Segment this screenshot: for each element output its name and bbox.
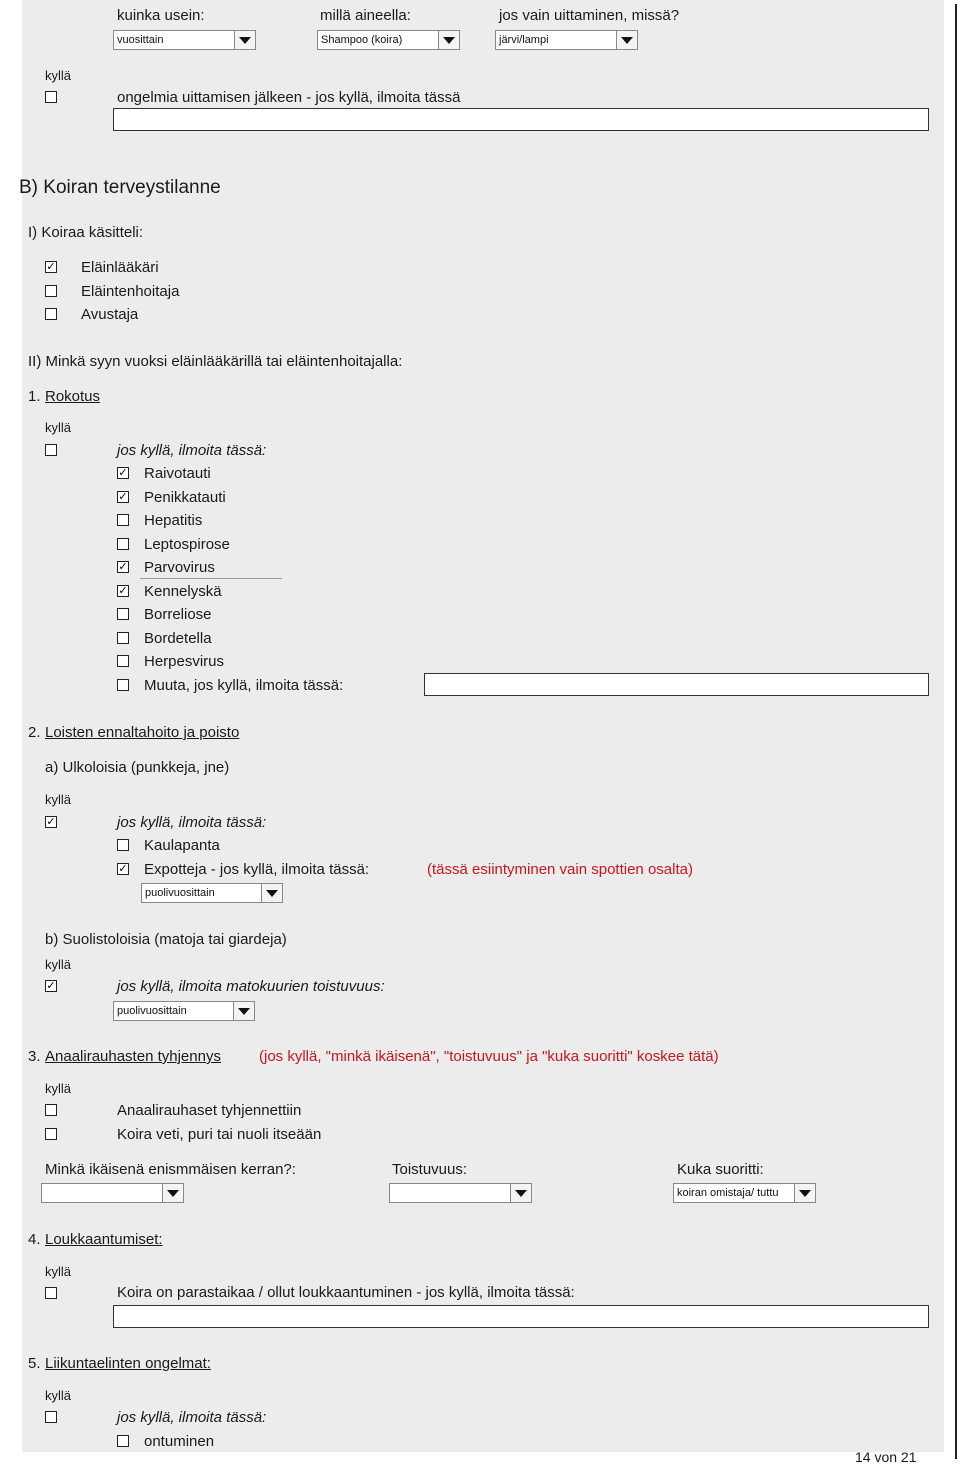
label-which-product: millä aineella: bbox=[320, 7, 411, 24]
label-leptospirose: Leptospirose bbox=[144, 536, 230, 553]
anaali-num: 3. bbox=[28, 1048, 41, 1065]
label-anaali-tyhjennettiin: Anaalirauhaset tyhjennettiin bbox=[117, 1102, 302, 1119]
expotteja-note: (tässä esiintyminen vain spottien osalta) bbox=[427, 861, 693, 878]
label-parvovirus: Parvovirus bbox=[144, 559, 215, 576]
loukkaantumiset-num: 4. bbox=[28, 1231, 41, 1248]
label-bordetella: Bordetella bbox=[144, 630, 212, 647]
liikunta-checkbox[interactable] bbox=[45, 1411, 57, 1423]
chevron-down-icon[interactable] bbox=[794, 1184, 815, 1202]
label-elainlaakari: Eläinlääkäri bbox=[81, 259, 159, 276]
chevron-down-icon[interactable] bbox=[234, 31, 255, 49]
checkbox-leptospirose[interactable] bbox=[117, 538, 129, 550]
checkbox-borreliose[interactable] bbox=[117, 608, 129, 620]
loiset-num: 2. bbox=[28, 724, 41, 741]
label-how-often: kuinka usein: bbox=[117, 7, 205, 24]
checkbox-kennelyska[interactable]: ✓ bbox=[118, 585, 128, 597]
checkbox-kaulapanta[interactable] bbox=[117, 839, 129, 851]
checkbox-avustaja[interactable] bbox=[45, 308, 57, 320]
rokotus-title: Rokotus bbox=[45, 388, 101, 405]
ulkoloisia-ifyes: jos kyllä, ilmoita tässä: bbox=[117, 814, 267, 831]
select-matokuuri-frequency[interactable] bbox=[113, 1001, 255, 1021]
checkbox-elainlaakari[interactable]: ✓ bbox=[46, 261, 56, 273]
anaali-title: Anaalirauhasten tyhjennys bbox=[45, 1048, 221, 1065]
frequency-label: Toistuvuus: bbox=[392, 1161, 468, 1178]
checkbox-penikkatauti[interactable]: ✓ bbox=[118, 491, 128, 503]
chevron-down-icon[interactable] bbox=[616, 31, 637, 49]
checkbox-parvovirus[interactable]: ✓ bbox=[118, 561, 128, 573]
label-borreliose: Borreliose bbox=[144, 606, 212, 623]
select-product[interactable] bbox=[317, 30, 460, 50]
problems-label: ongelmia uittamisen jälkeen - jos kyllä, ilmoita tässä bbox=[117, 89, 461, 106]
checkbox-anaali-tyhjennettiin[interactable] bbox=[45, 1104, 57, 1116]
suolistoloisia-ifyes: jos kyllä, ilmoita matokuurien toistuvuus: bbox=[117, 978, 385, 995]
problems-input[interactable] bbox=[113, 108, 929, 131]
select-frequency[interactable] bbox=[389, 1183, 532, 1203]
checkbox-raivotauti[interactable]: ✓ bbox=[118, 467, 128, 479]
checkbox-hepatitis[interactable] bbox=[117, 514, 129, 526]
label-expotteja: Expotteja - jos kyllä, ilmoita tässä: bbox=[144, 861, 370, 878]
chevron-down-icon[interactable] bbox=[438, 31, 459, 49]
reason-question: II) Minkä syyn vuoksi eläinlääkärillä tai eläintenhoitajalla: bbox=[28, 353, 403, 370]
kylla-label: kyllä bbox=[45, 957, 72, 972]
page-edge-line bbox=[955, 4, 957, 1459]
loukkaantumiset-label: Koira on parastaikaa / ollut loukkaantuminen - jos kyllä, ilmoita tässä: bbox=[117, 1284, 575, 1301]
kylla-label: kyllä bbox=[45, 420, 72, 435]
select-product-value: Shampoo (koira) bbox=[321, 34, 403, 46]
label-kaulapanta: Kaulapanta bbox=[144, 837, 220, 854]
select-where[interactable] bbox=[495, 30, 638, 50]
label-where: jos vain uittaminen, missä? bbox=[499, 7, 680, 24]
label-kennelyska: Kennelyskä bbox=[144, 583, 222, 600]
chevron-down-icon[interactable] bbox=[233, 1002, 254, 1020]
muuta-input[interactable] bbox=[424, 673, 929, 696]
kylla-label: kyllä bbox=[45, 68, 72, 83]
kylla-label: kyllä bbox=[45, 792, 72, 807]
rokotus-checkbox[interactable] bbox=[45, 444, 57, 456]
liikunta-ifyes: jos kyllä, ilmoita tässä: bbox=[117, 1409, 267, 1426]
kylla-label: kyllä bbox=[45, 1388, 72, 1403]
problems-checkbox[interactable] bbox=[45, 91, 57, 103]
anaali-note: (jos kyllä, "minkä ikäisenä", "toistuvuus" ja "kuka suoritti" koskee tätä) bbox=[259, 1048, 719, 1065]
who-label: Kuka suoritti: bbox=[677, 1161, 764, 1178]
select-who-value: koiran omistaja/ tuttu bbox=[677, 1187, 779, 1199]
checkbox-ontuminen[interactable] bbox=[117, 1435, 129, 1447]
label-hepatitis: Hepatitis bbox=[144, 512, 203, 529]
select-expotteja-frequency[interactable] bbox=[141, 883, 283, 903]
label-elaintenhoitaja: Eläintenhoitaja bbox=[81, 283, 180, 300]
label-ontuminen: ontuminen bbox=[144, 1433, 215, 1450]
select-how-often-value: vuosittain bbox=[117, 34, 164, 46]
liikunta-num: 5. bbox=[28, 1355, 41, 1372]
select-how-often[interactable] bbox=[113, 30, 256, 50]
checkbox-elaintenhoitaja[interactable] bbox=[45, 285, 57, 297]
select-expotteja-value: puolivuosittain bbox=[145, 887, 215, 899]
label-herpesvirus: Herpesvirus bbox=[144, 653, 225, 670]
section-b-title: B) Koiran terveystilanne bbox=[19, 177, 221, 198]
checkbox-expotteja[interactable]: ✓ bbox=[118, 863, 128, 875]
liikunta-title: Liikuntaelinten ongelmat: bbox=[45, 1355, 211, 1372]
handlers-question: I) Koiraa käsitteli: bbox=[28, 224, 144, 241]
select-age[interactable] bbox=[41, 1183, 184, 1203]
checkbox-herpesvirus[interactable] bbox=[117, 655, 129, 667]
loukkaantumiset-checkbox[interactable] bbox=[45, 1287, 57, 1299]
loukkaantumiset-title: Loukkaantumiset: bbox=[45, 1231, 163, 1248]
label-raivotauti: Raivotauti bbox=[144, 465, 211, 482]
select-who[interactable] bbox=[673, 1183, 816, 1203]
label-avustaja: Avustaja bbox=[81, 306, 139, 323]
checkbox-bordetella[interactable] bbox=[117, 632, 129, 644]
suolistoloisia-checkbox[interactable]: ✓ bbox=[46, 980, 56, 992]
select-where-value: järvi/lampi bbox=[499, 34, 549, 46]
ulkoloisia-title: a) Ulkoloisia (punkkeja, jne) bbox=[45, 759, 230, 776]
select-matokuuri-value: puolivuosittain bbox=[117, 1005, 187, 1017]
chevron-down-icon[interactable] bbox=[261, 884, 282, 902]
checkbox-muuta[interactable] bbox=[117, 679, 129, 691]
ulkoloisia-checkbox[interactable]: ✓ bbox=[46, 816, 56, 828]
age-label: Minkä ikäisenä enismmäisen kerran?: bbox=[45, 1161, 296, 1178]
label-muuta: Muuta, jos kyllä, ilmoita tässä: bbox=[144, 677, 344, 694]
checkbox-koira-veti[interactable] bbox=[45, 1128, 57, 1140]
suolistoloisia-title: b) Suolistoloisia (matoja tai giardeja) bbox=[45, 931, 287, 948]
rokotus-num: 1. bbox=[28, 388, 41, 405]
loukkaantumiset-input[interactable] bbox=[113, 1305, 929, 1328]
loiset-title: Loisten ennaltahoito ja poisto bbox=[45, 724, 240, 741]
chevron-down-icon[interactable] bbox=[510, 1184, 531, 1202]
kylla-label: kyllä bbox=[45, 1081, 72, 1096]
divider bbox=[140, 578, 282, 579]
label-koira-veti: Koira veti, puri tai nuoli itseään bbox=[117, 1126, 322, 1143]
rokotus-ifyes: jos kyllä, ilmoita tässä: bbox=[117, 442, 267, 459]
kylla-label: kyllä bbox=[45, 1264, 72, 1279]
page-number: 14 von 21 bbox=[855, 1449, 917, 1465]
label-penikkatauti: Penikkatauti bbox=[144, 489, 226, 506]
chevron-down-icon[interactable] bbox=[162, 1184, 183, 1202]
